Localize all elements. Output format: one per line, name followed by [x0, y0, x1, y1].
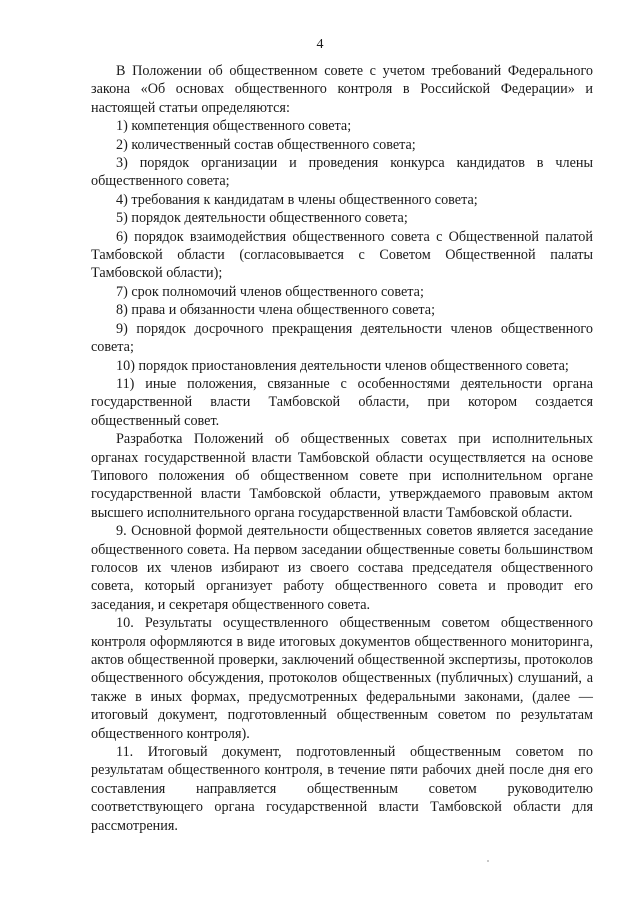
list-item: 3) порядок организации и проведения конкурса кандидатов в члены общественного совета;	[91, 155, 593, 190]
list-item: 8) права и обязанности члена общественного совета;	[116, 302, 436, 319]
scan-speck	[487, 860, 489, 862]
page-number: 4	[316, 37, 324, 52]
list-item: 11) иные положения, связанные с особенностями деятельности органа государственной власти Тамбовской области, при котором создается общественный совет.	[91, 375, 593, 429]
body-paragraph: 11. Итоговый документ, подготовленный общественным советом по результатам общественного контроля, в течение пяти рабочих дней после дня его составления направляется общественным советом руководителю соответствующего органа государственной власти Тамбовской области для рассмотрения.	[91, 744, 593, 834]
list-item: 6) порядок взаимодействия общественного совета с Общественной палатой Тамбовской области (согласовывается с Советом Общественной палаты Тамбовской области);	[91, 228, 593, 282]
document-body	[91, 62, 593, 835]
body-paragraph: 10. Результаты осуществленного общественным советом общественного контроля оформляются в виде итоговых документов общественного мониторинга, актов общественной проверки, заключений общественной экспертизы, протоколов общественного обсуждения, протоколов общественных (публичных) слушаний, а также в иных формах, предусмотренных федеральными законами, (далее — итоговый документ, подготовленный общественным советом по результатам общественного контроля).	[91, 615, 593, 742]
list-item: 2) количественный состав общественного совета;	[116, 136, 416, 153]
list-item: 9) порядок досрочного прекращения деятельности членов общественного совета;	[91, 320, 593, 356]
body-paragraph: 9. Основной формой деятельности общественных советов является заседание общественного совета. На первом заседании общественные советы большинством голосов их членов избирают из своего состава председателя общественного совета, который организует работу общественного совета и проводит его заседания, и секретаря общественного совета.	[91, 523, 593, 613]
intro-paragraph: В Положении об общественном совете с учетом требований Федерального закона «Об основах общественного контроля в Российской Федерации» и настоящей статьи определяются:	[91, 63, 593, 116]
list-item: 10) порядок приостановления деятельности членов общественного совета;	[116, 357, 569, 374]
list-item: 7) срок полномочий членов общественного совета;	[116, 283, 424, 300]
list-item: 1) компетенция общественного совета;	[116, 118, 352, 135]
list-item: 5) порядок деятельности общественного совета;	[116, 210, 408, 227]
list-item: 4) требования к кандидатам в члены общественного совета;	[116, 191, 478, 208]
body-paragraph: Разработка Положений об общественных советах при исполнительных органах государственной власти Тамбовской области осуществляется на основе Типового положения об общественном совете при исполнительном органе государственной власти Тамбовской области, утверждаемого правовым актом высшего исполнительного органа государственной власти Тамбовской области.	[91, 431, 593, 521]
